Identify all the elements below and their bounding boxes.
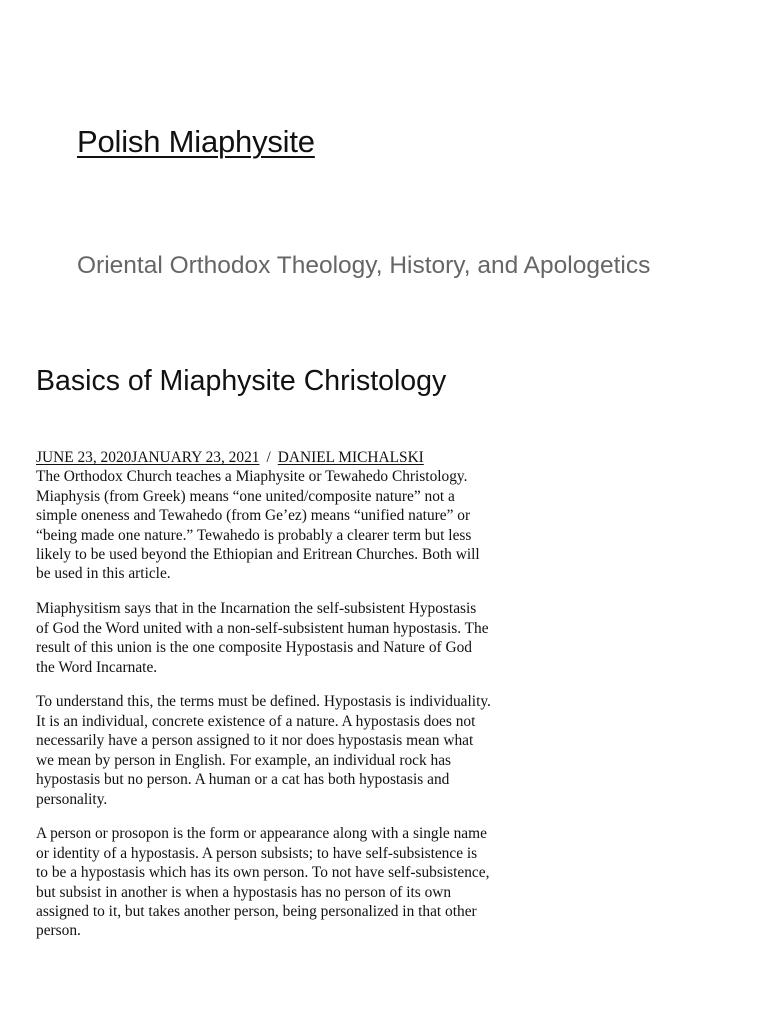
- post-paragraph: The Orthodox Church teaches a Miaphysite or Tewahedo Christology. Miaphysis (from Greek) means “one united/composite nature” not a simple oneness and Tewahedo (from Ge’ez) means “unified nature” or “being made one nature.” Tewahedo is probably a clearer term but less likely to be used beyond the Ethiopian and Eritrean Churches. Both will be used in this article.: [36, 468, 480, 583]
- post-paragraph: Miaphysitism says that in the Incarnation the self-subsistent Hypostasis of God the Word united with a non-self-subsistent human hypostasis. The result of this union is the one composite Hypostasis and Nature of God the Word Incarnate.: [36, 600, 489, 676]
- post-date-link[interactable]: [36, 449, 259, 466]
- site-title-link[interactable]: Polish Miaphysite: [77, 124, 315, 159]
- updated-date: JANUARY 23, 2021: [131, 449, 260, 466]
- post-paragraph: To understand this, the terms must be defined. Hypostasis is individuality. It is an individual, concrete existence of a nature. A hypostasis does not necessarily have a person assigned to it nor does hypostasis mean what we mean by person in English. For example, an individual rock has hypostasis but no person. A human or a cat has both hypostasis and personality.: [36, 693, 491, 808]
- post-meta: [36, 448, 492, 467]
- site-title: [77, 122, 315, 162]
- published-date: JUNE 23, 2020: [36, 449, 132, 466]
- post-content: [36, 467, 492, 940]
- meta-separator: /: [266, 449, 271, 466]
- post-title: Basics of Miaphysite Christology: [36, 365, 447, 397]
- post-paragraph: A person or prosopon is the form or appearance along with a single name or identity of a hypostasis. A person subsists; to have self-subsistence is to be a hypostasis which has its own person. To not have self-subsistence, but subsist in another is when a hypostasis has no person of its own assigned to it, but takes another person, being personalized in that other person.: [36, 825, 490, 940]
- article: [36, 362, 492, 956]
- site-tagline: Oriental Orthodox Theology, History, and Apologetics: [77, 252, 651, 279]
- author-link[interactable]: DANIEL MICHALSKI: [277, 449, 424, 466]
